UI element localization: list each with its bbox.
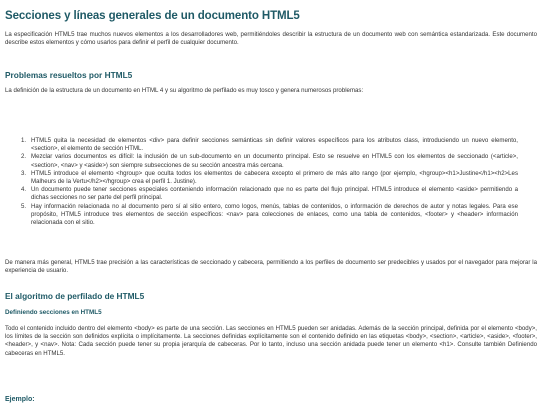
list-item-number: 1. (21, 137, 27, 144)
page-title: Secciones y líneas generales de un documento HTML5 (5, 10, 300, 22)
list-item (21, 203, 518, 228)
list-item-text: HTML5 introduce el elemento <hgroup> que oculta todos los elementos de cabecera excepto el primero de más alto rango (por ejemplo, <hgroup><h1>Justine</h1><h2>Les Malheurs de la Vertu</h2></hgroup> crea el perfil 1. Justine). (31, 169, 518, 186)
list-item (21, 137, 518, 153)
list-item-text: Un documento puede tener secciones especiales conteniendo información relacionado que no es parte del flujo principal. HTML5 introduce el elemento <aside> permitiendo a dichas secciones no ser parte del perfil principal. (31, 186, 518, 202)
section-heading-problems: Problemas resueltos por HTML5 (5, 70, 133, 80)
list-item-text: HTML5 quita la necesidad de elementos <div> para definir secciones semánticas sin definir valores específicos para los atributos class, introduciendo un nuevo elemento, <section>, el elemento de sección HTML. (31, 137, 518, 153)
list-item-number: 5. (21, 202, 27, 210)
problems-list (21, 137, 518, 227)
list-item (21, 186, 518, 202)
list-item (21, 153, 518, 169)
summary-paragraph: De manera más general, HTML5 trae precisión a las características de seccionado y cabecera, permitiendo a los perfiles de documento ser predecibles y usados por el navegador para mejorar la experiencia de usuario. (5, 259, 537, 275)
list-item-number: 3. (21, 169, 27, 177)
sections-paragraph: Todo el contenido incluido dentro del elemento <body> es parte de una sección. Las secciones en HTML5 pueden ser anidadas. Además de la sección principal, definida por el elemento <body>, los límites de la sección son definidos explícita o implícitamente. La secciones definidas explícitamente son el contenido definido en las etiquetas <body>, <section>, <article>, <aside>, <footer>, <header>, y <nav>. Nota: Cada sección puede tener su propia jerarquía de cabeceras. Por lo tanto, incluso una sección anidada puede tener un elemento <h1>. Consulte también Definiendo cabeceras en HTML5. (5, 325, 537, 357)
intro-paragraph: La especificación HTML5 trae muchos nuevos elementos a los desarrolladores web, permitiéndoles describir la estructura de un documento web con semántica estandarizada. Este documento describe estos elementos y cómo usarlos para definir el perfil de cualquier documento. (5, 31, 537, 47)
subsection-heading-defining-sections: Definiendo secciones en HTML5 (5, 309, 102, 316)
section-heading-algorithm: El algoritmo de perfilado de HTML5 (5, 291, 145, 301)
list-item-text: Mezclar varios documentos es difícil: la inclusión de un sub-documento en un documento principal. Esto se resuelve en HTML5 con los elementos de seccionado (<article>, <section>, <nav> y <aside>) son siempre subsecciones de su sección ancestra más cercana. (31, 153, 518, 169)
example-heading: Ejemplo: (5, 396, 35, 403)
list-item-number: 4. (21, 186, 27, 194)
list-item-number: 2. (21, 153, 27, 161)
list-item (21, 170, 518, 186)
list-item-text: Hay información relacionada no al documento pero sí al sitio entero, como logos, menús, tablas de contenidos, o información de derechos de autor y notas legales. Para ese propósito, HTML5 introduce tres elementos de sección específicos: <nav> para colecciones de enlaces, como una tabla de contenidos, <footer> y <header> información relacionada con el sitio. (31, 202, 518, 227)
problems-paragraph: La definición de la estructura de un documento en HTML 4 y su algoritmo de perfilado es muy tosco y genera numerosos problemas: (5, 87, 364, 94)
